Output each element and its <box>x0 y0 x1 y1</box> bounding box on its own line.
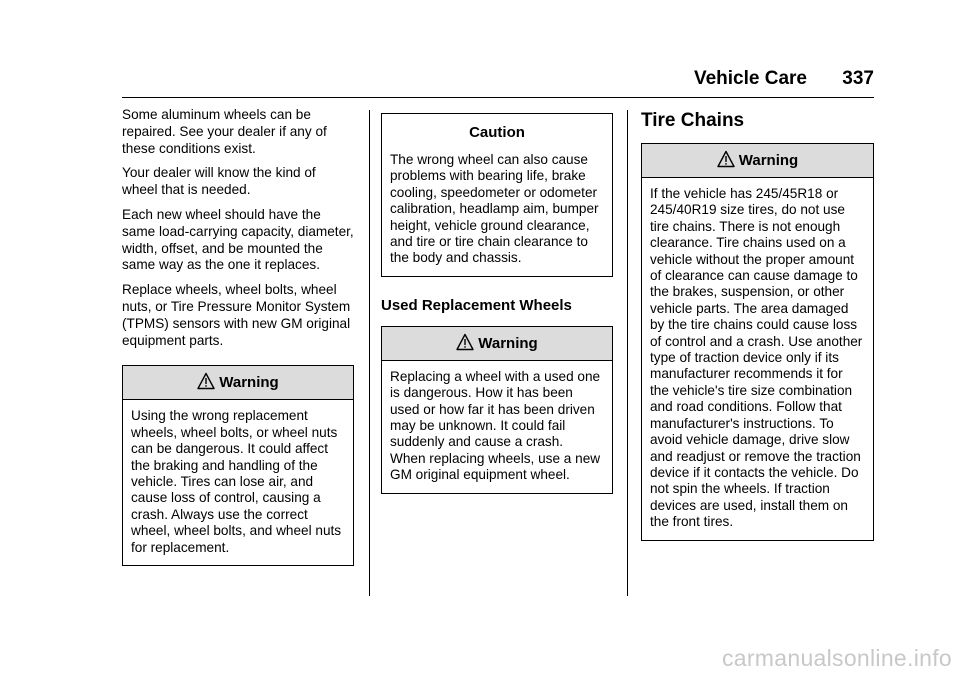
paragraph: Your dealer will know the kind of wheel that is needed. <box>122 165 316 198</box>
paragraph: Each new wheel should have the same load-carrying capacity, diameter, width, offset, and be mounted the same way as the one it replaces. <box>122 206 354 273</box>
caution-text: The wrong wheel can also cause problems with bearing life, brake cooling, speedometer or odometer calibration, headlamp aim, bumper height, vehicle ground clearance, and tire or tire chain clearance to the body and chassis. <box>390 152 599 266</box>
warning-title: Warning <box>738 152 799 169</box>
warning-icon <box>197 372 215 390</box>
warning-title: Warning <box>478 334 538 352</box>
warning-title: Warning <box>219 374 279 392</box>
page-number: 337 <box>842 68 874 89</box>
paragraph: Replace wheels, wheel bolts, wheel nuts, or Tire Pressure Monitor System (TPMS) sensors with new GM original equipment parts. <box>122 282 351 348</box>
warning-text: Using the wrong replacement wheels, wheel bolts, or wheel nuts can be dangerous. It could affect the braking and handling of the vehicle. Tires can lose air, and cause loss of control, causing a crash. Always use the correct wheel, wheel bolts, and wheel nuts for replacement. <box>131 408 342 555</box>
warning-box <box>381 326 613 494</box>
warning-text: Replacing a wheel with a used one is dangerous. How it has been used or how far it has been driven may be unknown. It could fail suddenly and cause a crash. When replacing wheels, use a new GM original equipment wheel. <box>390 368 601 483</box>
warning-icon <box>717 150 735 168</box>
warning-text: If the vehicle has 245/45R18 or 245/40R19 size tires, do not use tire chains. There is not enough clearance. Tire chains used on a vehicle without the proper amount of clearance can cause damage to the brakes, suspension, or other vehicle parts. The area damaged by the tire chains could cause loss of control and a crash. Use another type of traction device only if its manufacturer recommends it for the vehicle's tire size combination and road conditions. Follow that manufacturer's instructions. To avoid vehicle damage, drive slow and readjust or remove the traction device if it contacts the vehicle. Do not spin the wheels. If traction devices are used, install them on the front tires. <box>650 186 863 530</box>
column-1 <box>122 107 354 566</box>
subheading: Used Replacement Wheels <box>381 296 572 314</box>
warning-header <box>123 366 353 400</box>
column-divider-1 <box>369 110 370 596</box>
paragraph: Some aluminum wheels can be repaired. See your dealer if any of these conditions exist. <box>122 107 327 156</box>
column-2 <box>381 113 613 494</box>
warning-box <box>641 143 874 541</box>
warning-box <box>122 365 354 566</box>
caution-title: Caution <box>469 124 525 141</box>
header-rule <box>122 97 874 98</box>
watermark: carmanualsonline.info <box>721 645 952 671</box>
warning-icon <box>456 333 474 351</box>
warning-header <box>642 144 873 178</box>
column-3 <box>641 110 874 541</box>
warning-header <box>382 327 612 361</box>
section-title: Vehicle Care <box>693 68 808 89</box>
section-heading: Tire Chains <box>641 110 745 131</box>
page-header <box>694 68 874 90</box>
column-divider-2 <box>627 110 628 596</box>
caution-box <box>381 113 613 277</box>
